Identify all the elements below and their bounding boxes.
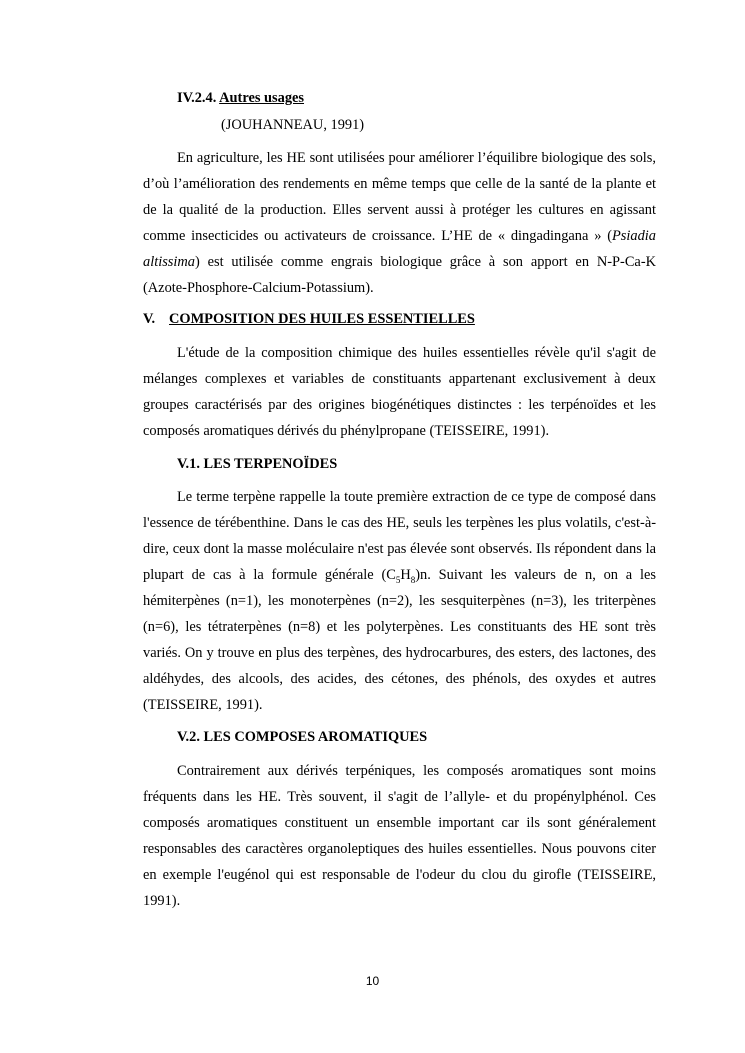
paragraph-text: H — [400, 567, 411, 583]
section-title: Autres usages — [219, 90, 305, 106]
section-heading-v-1: V.1. LES TERPENOÏDES — [177, 456, 338, 472]
subscript: 8 — [410, 574, 416, 585]
subscript: 5 — [395, 574, 401, 585]
italic-species-name: Psiadia altissima — [143, 228, 656, 270]
section-heading-iv-2-4 — [177, 88, 304, 108]
paragraph-autres-usages — [143, 145, 656, 301]
section-number: IV.2.4. — [177, 90, 220, 106]
paragraph-composition — [143, 340, 656, 444]
paragraph-text: )n. Suivant les valeurs de n, on a les hémiterpènes (n=1), les monoterpènes (n=2), les sesquiterpènes (n=3), les triterpènes (n=6), les tétraterpènes (n=8) et les polyterpènes. Les constituants des HE sont très variés. On y trouve en plus des terpènes, des hydrocarbures, des esters, des lactones, des aldéhydes, des alcools, des acides, des cétones, des phénols, des oxydes et autres (TEISSEIRE, 1991). — [143, 567, 656, 713]
paragraph-terpenoides — [143, 484, 656, 718]
paragraph-text: Le terme terpène rappelle la toute première extraction de ce type de composé dans l'essence de térébenthine. Dans le cas des HE, seuls les terpènes les plus volatils, c'est-à-dire, ceux dont la masse moléculaire n'est pas élevée sont observés. Ils répondent dans la plupart de cas à la formule générale (C — [143, 489, 656, 583]
section-number: V. — [143, 311, 156, 327]
paragraph-text: L'étude de la composition chimique des huiles essentielles révèle qu'il s'agit de mélanges complexes et variables de constituants appartenant exclusivement à deux groupes caractérisés par des origines biogénétiques distinctes : les terpénoïdes et les composés aromatiques dérivés du phénylpropane (TEISSEIRE, 1991). — [143, 345, 656, 439]
section-title: COMPOSITION DES HUILES ESSENTIELLES — [169, 311, 475, 327]
paragraph-text: En agriculture, les HE sont utilisées pour améliorer l’équilibre biologique des sols, d’où l’amélioration des rendements en même temps que celle de la santé de la plante et de la qualité de la production. Elles servent aussi à protéger les cultures en agissant comme insecticides ou activateurs de croissance. L’HE de « dingadingana » ( — [143, 150, 656, 244]
paragraph-composes-aromatiques — [143, 758, 656, 914]
paragraph-text: Contrairement aux dérivés terpéniques, les composés aromatiques sont moins fréquents dans les HE. Très souvent, il s'agit de l’allyle- et du propénylphénol. Ces composés aromatiques constituent un ensemble important car ils sont généralement responsables des caractères organoleptiques des huiles essentielles. Nous pouvons citer en exemple l'eugénol qui est responsable de l'odeur du clou du girofle (TEISSEIRE, 1991). — [143, 763, 656, 909]
page-number: 10 — [365, 974, 380, 988]
section-reference: (JOUHANNEAU, 1991) — [221, 117, 365, 133]
section-heading-v — [143, 309, 475, 329]
paragraph-text: ) est utilisée comme engrais biologique grâce à son apport en N-P-Ca-K (Azote-Phosphore-Calcium-Potassium). — [143, 254, 656, 296]
section-heading-v-2: V.2. LES COMPOSES AROMATIQUES — [177, 729, 428, 745]
